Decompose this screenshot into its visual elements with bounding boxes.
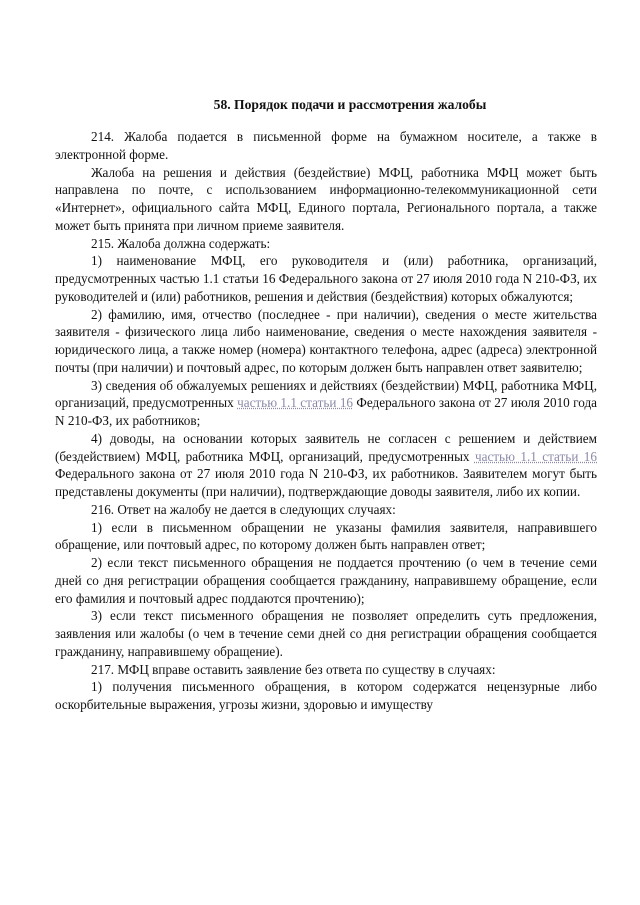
- law-reference-link[interactable]: частью 1.1 статьи 16: [237, 395, 354, 411]
- paragraph-text: Федерального закона от 27 июля 2010 года N 210-ФЗ, их работников. Заявителем могут быть представлены документы (при наличии), подтверждающие доводы заявителя, либо их копии.: [55, 466, 597, 499]
- law-reference-link[interactable]: частью 1.1 статьи 16: [474, 448, 597, 464]
- document-body: [55, 128, 597, 714]
- paragraph-216-item-3: 3) если текст письменного обращения не позволяет определить суть предложения, заявления или жалобы (о чем в течение семи дней со дня регистрации обращения сообщается гражданину, направившему обращение).: [55, 608, 597, 659]
- paragraph-215-item-3: [55, 377, 597, 430]
- paragraph-216-item-2: 2) если текст письменного обращения не поддается прочтению (о чем в течение семи дней со дня регистрации обращения сообщается гражданину, направившему обращение, если его фамилия и почтовый адрес поддаются прочтению);: [55, 555, 597, 606]
- paragraph-215-item-4: [55, 430, 597, 501]
- paragraph-214: 214. Жалоба подается в письменной форме на бумажном носителе, а также в электронной форме.: [55, 129, 597, 162]
- paragraph-217: 217. МФЦ вправе оставить заявление без ответа по существу в случаях:: [91, 661, 496, 677]
- section-title: 58. Порядок подачи и рассмотрения жалобы: [213, 97, 487, 112]
- paragraph-216: 216. Ответ на жалобу не дается в следующих случаях:: [91, 501, 396, 517]
- paragraph-complaint-channels: Жалоба на решения и действия (бездействие) МФЦ, работника МФЦ может быть направлена по почте, с использованием информационно-телекоммуникационной сети «Интернет», официального сайта МФЦ, Единого портала, Регионального портала, а также может быть принята при личном приеме заявителя.: [55, 164, 597, 233]
- paragraph-216-item-1: 1) если в письменном обращении не указаны фамилия заявителя, направившего обращение, или почтовый адрес, по которому должен быть направлен ответ;: [55, 519, 597, 553]
- paragraph-217-item-1: 1) получения письменного обращения, в котором содержатся нецензурные либо оскорбительные выражения, угрозы жизни, здоровью и имуществу: [55, 679, 597, 712]
- paragraph-215-item-2: 2) фамилию, имя, отчество (последнее - при наличии), сведения о месте жительства заявителя - физического лица либо наименование, сведения о месте нахождения заявителя - юридического лица, а также номер (номера) контактного телефона, адрес (адреса) электронной почты (при наличии) и почтовый адрес, по которым должен быть направлен ответ заявителю;: [55, 306, 597, 375]
- paragraph-text: Федерального закона от 27 июля 2010 года N 210-ФЗ, их работников;: [55, 395, 598, 428]
- paragraph-215: 215. Жалоба должна содержать:: [91, 235, 271, 251]
- paragraph-215-item-1: 1) наименование МФЦ, его руководителя и (или) работника, организаций, предусмотренных частью 1.1 статьи 16 Федерального закона от 27 июля 2010 года N 210-ФЗ, их руководителей и (или) работников, решения и действия (бездействия) которых обжалуются;: [55, 253, 597, 304]
- paragraph-text: 3) сведения об обжалуемых решениях и действиях (бездействии) МФЦ, работника МФЦ, организаций, предусмотренных: [55, 377, 597, 411]
- paragraph-text: 4) доводы, на основании которых заявитель не согласен с решением и действием (бездействием) МФЦ, работника МФЦ, организаций, предусмотренных: [55, 430, 597, 464]
